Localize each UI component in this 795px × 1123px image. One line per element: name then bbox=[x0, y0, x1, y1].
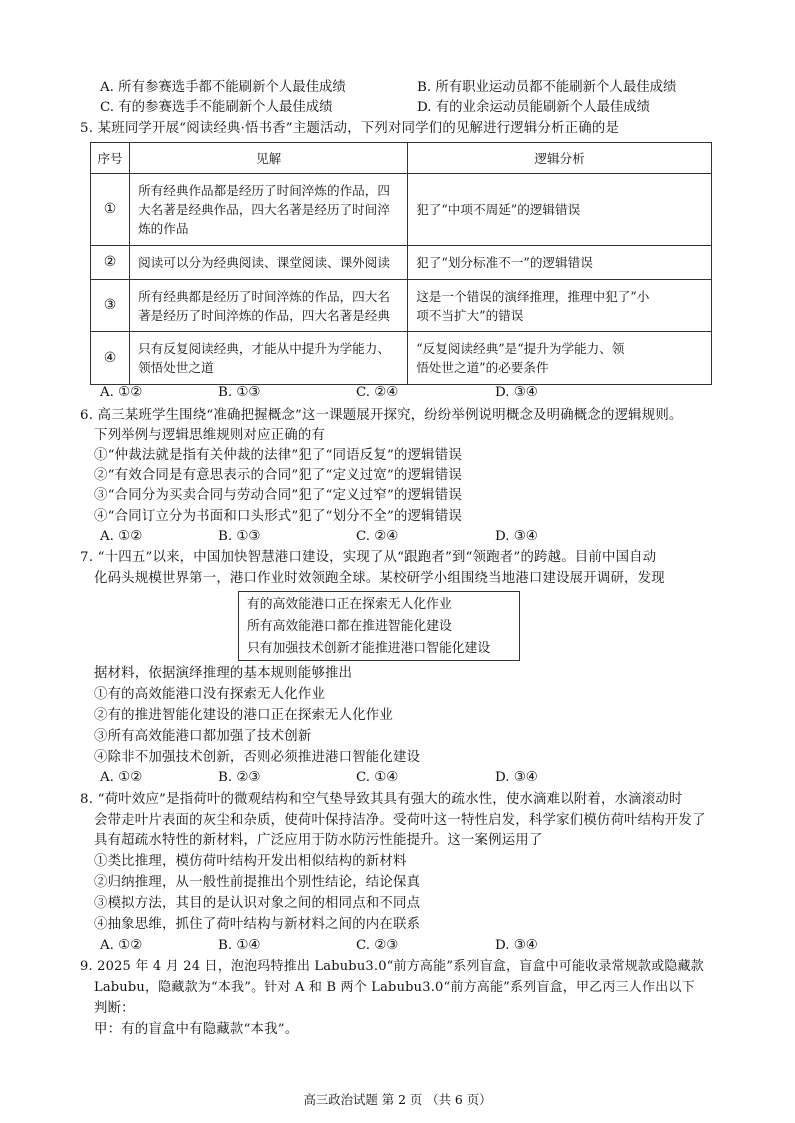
material-line: 有的高效能港口正在探索无人化作业 bbox=[247, 597, 452, 612]
q5-option-c: C. ②④ bbox=[356, 385, 399, 400]
row-analysis bbox=[408, 332, 712, 385]
q6-item-2: ②“有效合同是有意思表示的合同”犯了“定义过宽”的逻辑错误 bbox=[94, 468, 462, 483]
table-row bbox=[91, 246, 712, 280]
q6-option-b: B. ①③ bbox=[218, 529, 261, 544]
table-header-row bbox=[91, 143, 712, 174]
page-footer: 高三政治试题 第 2 页 （共 6 页） bbox=[303, 1092, 492, 1107]
q7-stem-line-1: 7. “十四五”以来，中国加快智慧港口建设，实现了从“跟跑者”到“领跑者”的跨越。目前中国自动 bbox=[80, 550, 657, 565]
row-view bbox=[130, 246, 408, 280]
row-analysis bbox=[408, 174, 712, 246]
q8-item-1: ①类比推理，模仿荷叶结构开发出相似结构的新材料 bbox=[94, 854, 407, 869]
analysis-line: 悟处世之道”的必要条件 bbox=[416, 360, 549, 375]
q5-option-d: D. ③④ bbox=[495, 385, 538, 400]
q7-stem-line-2: 化码头规模世界第一，港口作业时效领跑全球。某校研学小组围绕当地港口建设展开调研，发现 bbox=[94, 571, 665, 586]
q8-option-b: B. ①④ bbox=[218, 938, 261, 953]
q5-option-b: B. ①③ bbox=[218, 385, 261, 400]
q8-item-4: ④抽象思维，抓住了荷叶结构与新材料之间的内在联系 bbox=[94, 917, 421, 932]
analysis-line: 这是一个错误的演绎推理，推理中犯了“小 bbox=[416, 288, 650, 304]
view-line: 大名著是经典作品，四大名著是经历了时间淬 bbox=[138, 202, 390, 217]
q8-stem-line-2: 会带走叶片表面的灰尘和杂质，使荷叶保持洁净。受荷叶这一特性启发，科学家们模仿荷叶结构开发了 bbox=[94, 813, 706, 828]
material-line: 所有高效能港口都在推进智能化建设 bbox=[247, 619, 452, 634]
row-number: ② bbox=[91, 246, 130, 280]
q7-option-a: A. ①② bbox=[100, 770, 143, 785]
view-line: 所有经典作品都是经历了时间淬炼的作品，四 bbox=[138, 183, 390, 198]
q9-stem-line-2: Labubu，隐藏款为“本我”。针对 A 和 B 两个 Labubu3.0“前方高能”系列盲盒，甲乙丙三人作出以下 bbox=[94, 980, 695, 995]
q8-item-3: ③模拟方法，其目的是认识对象之间的相同点和不同点 bbox=[94, 896, 421, 911]
q4-option-b: B. 所有职业运动员都不能刷新个人最佳成绩 bbox=[417, 80, 677, 95]
q7-material-box bbox=[238, 591, 520, 661]
view-line: 阅读可以分为经典阅读、课堂阅读、课外阅读 bbox=[138, 255, 390, 270]
material-line: 只有加强技术创新才能推进港口智能化建设 bbox=[247, 641, 491, 656]
q6-option-d: D. ③④ bbox=[495, 529, 538, 544]
view-line: 所有经典都是经历了时间淬炼的作品，四大名 bbox=[138, 288, 390, 304]
row-number: ① bbox=[91, 174, 130, 246]
q7-item-1: ①有的高效能港口没有探索无人化作业 bbox=[94, 687, 326, 702]
q6-option-c: C. ②④ bbox=[356, 529, 399, 544]
q6-stem-line-1: 6. 高三某班学生围绕“准确把握概念”这一课题展开探究，纷纷举例说明概念及明确概念的逻辑规则。 bbox=[80, 408, 683, 423]
row-number: ④ bbox=[91, 332, 130, 385]
q6-item-4: ④“合同订立分为书面和口头形式”犯了“划分不全”的逻辑错误 bbox=[94, 509, 462, 524]
table-row bbox=[91, 174, 712, 246]
row-analysis bbox=[408, 246, 712, 280]
row-view bbox=[130, 280, 408, 332]
view-line: 炼的作品 bbox=[138, 221, 189, 236]
q7-option-d: D. ③④ bbox=[495, 770, 538, 785]
row-view bbox=[130, 174, 408, 246]
analysis-line: 犯了“中项不周延”的逻辑错误 bbox=[416, 202, 581, 217]
q7-stem-line-3: 据材料，依据演绎推理的基本规则能够推出 bbox=[94, 666, 353, 681]
q4-option-a: A. 所有参赛选手都不能刷新个人最佳成绩 bbox=[100, 80, 346, 95]
q8-item-2: ②归纳推理，从一般性前提推出个别性结论，结论保真 bbox=[94, 875, 421, 890]
header-number: 序号 bbox=[91, 143, 130, 174]
q7-item-4: ④除非不加强技术创新，否则必须推进港口智能化建设 bbox=[94, 750, 421, 765]
view-line: 著是经历了时间淬炼的作品，四大名著是经典 bbox=[138, 307, 390, 323]
q9-statement-jia: 甲：有的盲盒中有隐藏款“本我”。 bbox=[94, 1022, 299, 1037]
q5-table bbox=[90, 142, 712, 385]
view-line: 领悟处世之道 bbox=[138, 360, 214, 375]
q7-item-2: ②有的推进智能化建设的港口正在探索无人化作业 bbox=[94, 708, 393, 723]
q9-stem-line-3: 判断： bbox=[94, 1001, 135, 1016]
q7-option-c: C. ①④ bbox=[356, 770, 399, 785]
q9-stem-line-1: 9. 2025 年 4 月 24 日，泡泡玛特推出 Labubu3.0“前方高能”系列盲盒，盲盒中可能收录常规款或隐藏款 bbox=[80, 959, 704, 974]
q6-stem-line-2: 下列举例与逻辑思维规则对应正确的有 bbox=[94, 428, 326, 443]
header-view: 见解 bbox=[130, 143, 408, 174]
q8-stem-line-1: 8. “荷叶效应”是指荷叶的微观结构和空气垫导致其具有强大的疏水性，使水滴难以附着，水滴滚动时 bbox=[80, 792, 683, 807]
q6-item-3: ③“合同分为买卖合同与劳动合同”犯了“定义过窄”的逻辑错误 bbox=[94, 488, 462, 503]
row-number: ③ bbox=[91, 280, 130, 332]
q6-item-1: ①“仲裁法就是指有关仲裁的法律”犯了“同语反复”的逻辑错误 bbox=[94, 448, 462, 463]
row-analysis bbox=[408, 280, 712, 332]
q4-option-c: C. 有的参赛选手不能刷新个人最佳成绩 bbox=[100, 100, 333, 115]
q5-stem: 5. 某班同学开展“阅读经典·悟书香”主题活动，下列对同学们的见解进行逻辑分析正确的是 bbox=[80, 121, 620, 136]
q8-stem-line-3: 具有超疏水特性的新材料，广泛应用于防水防污性能提升。这一案例运用了 bbox=[94, 833, 543, 848]
table-row bbox=[91, 280, 712, 332]
analysis-line: 项不当扩大”的错误 bbox=[416, 307, 524, 323]
q4-option-d: D. 有的业余运动员能刷新个人最佳成绩 bbox=[417, 100, 651, 115]
q8-option-d: D. ③④ bbox=[495, 938, 538, 953]
q7-option-b: B. ②③ bbox=[218, 770, 261, 785]
q7-item-3: ③所有高效能港口都加强了技术创新 bbox=[94, 729, 312, 744]
q5-option-a: A. ①② bbox=[100, 385, 143, 400]
analysis-line: “反复阅读经典”是“提升为学能力、领 bbox=[416, 341, 625, 356]
q8-option-c: C. ②③ bbox=[356, 938, 399, 953]
q8-option-a: A. ①② bbox=[100, 938, 143, 953]
view-line: 只有反复阅读经典，才能从中提升为学能力、 bbox=[138, 341, 390, 356]
q6-option-a: A. ①② bbox=[100, 529, 143, 544]
table-row bbox=[91, 332, 712, 385]
analysis-line: 犯了“划分标准不一”的逻辑错误 bbox=[416, 255, 593, 270]
row-view bbox=[130, 332, 408, 385]
header-analysis: 逻辑分析 bbox=[408, 143, 712, 174]
